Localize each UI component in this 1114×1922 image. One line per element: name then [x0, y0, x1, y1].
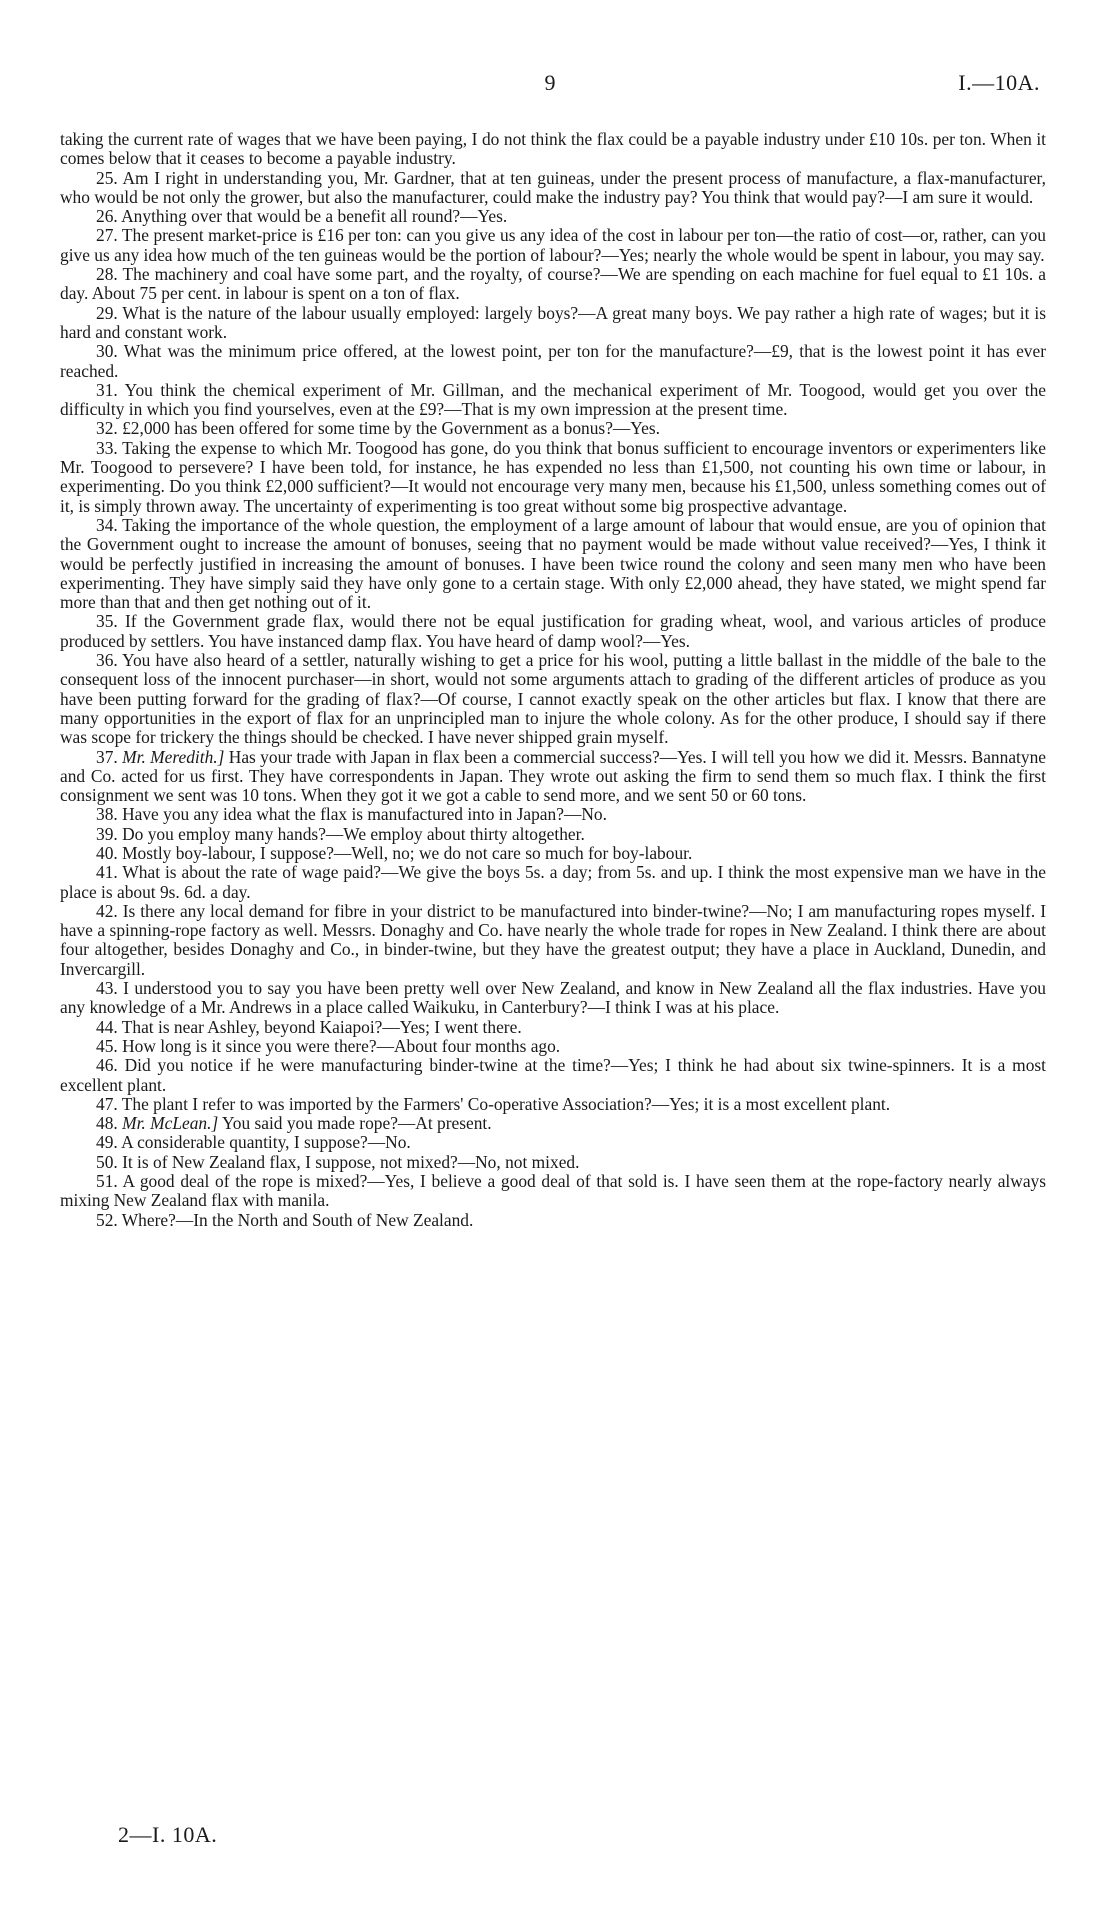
question-number: 48. [96, 1113, 118, 1134]
testimony-paragraph: 41. What is about the rate of wage paid?—We give the boys 5s. a day; from 5s. and up. I think the most expensive man we have in the place is about 9s. 6d. a day. [60, 862, 1046, 902]
testimony-paragraph: 51. A good deal of the rope is mixed?—Yes, I believe a good deal of that sold is. I have seen them at the rope-factory nearly always mixing New Zealand flax with manila. [60, 1171, 1046, 1211]
question-number: 37. [96, 746, 118, 767]
testimony-paragraph [60, 1114, 1046, 1133]
testimony-paragraph: 29. What is the nature of the labour usually employed: largely boys?—A great many boys. We pay rather a high rate of wages; but it is hard and constant work. [60, 302, 1046, 342]
testimony-paragraph: 31. You think the chemical experiment of Mr. Gillman, and the mechanical experiment of Mr. Toogood, would get you over the difficulty in which you find yourselves, even at the £9?—That is my own impression at the present time. [60, 379, 1046, 420]
document-reference: I.—10A. [958, 70, 1040, 95]
testimony-paragraph: 42. Is there any local demand for fibre in your district to be manufactured into binder-twine?—No; I am manufacturing ropes myself. I have a spinning-rope factory as well. Messrs. Donaghy and Co. have nearly the whole trade for ropes in New Zealand. I think there are about four altogether, besides Donaghy and Co., in binder-twine, but they have the greatest output; they have a place in Auckland, Dunedin, and Invercargill. [60, 900, 1046, 979]
page-header [60, 70, 1040, 100]
testimony-paragraph: 47. The plant I refer to was imported by the Farmers' Co-operative Association?—Yes; it is a most excellent plant. [96, 1093, 891, 1114]
testimony-paragraph: 33. Taking the expense to which Mr. Toogood has gone, do you think that bonus sufficient to encourage inventors or experimenters like Mr. Toogood to persevere? I have been told, for instance, he has expended no less than £1,500, not counting his own time or labour, in experimenting. Do you think £2,000 sufficient?—It would not encourage very many men, because his £1,500, unless something comes out of it, is simply thrown away. The uncertainty of experimenting is too great without some big prospective advantage. [60, 437, 1046, 516]
page-number: 9 [544, 70, 556, 95]
testimony-paragraph: 46. Did you notice if he were manufacturing binder-twine at the time?—Yes; I think he had about six twine-spinners. It is a most excellent plant. [60, 1055, 1046, 1095]
testimony-paragraph [60, 748, 1046, 806]
testimony-paragraph: 28. The machinery and coal have some part, and the royalty, of course?—We are spending on each machine for fuel equal to £1 10s. a day. About 75 per cent. in labour is spent on a ton of flax. [60, 264, 1046, 304]
speaker-name: Mr. Meredith.] [122, 746, 225, 767]
testimony-paragraph: 27. The present market-price is £16 per ton: can you give us any idea of the cost in labour per ton—the ratio of cost—or, rather, can you give us any idea how much of the ten guineas would be the portion of labour?—Yes; nearly the whole would be spent in labour, you may say. [60, 225, 1046, 265]
testimony-paragraph: 32. £2,000 has been offered for some time by the Government as a bonus?—Yes. [96, 418, 660, 439]
testimony-paragraph: 50. It is of New Zealand flax, I suppose, not mixed?—No, not mixed. [96, 1151, 580, 1172]
testimony-paragraph: taking the current rate of wages that we have been paying, I do not think the flax could be a payable industry under £10 10s. per ton. When it comes below that it ceases to become a payable industry. [60, 129, 1046, 169]
paragraph-text: Has your trade with Japan in flax been a commercial success?—Yes. I will tell you how we did it. Messrs. Bannatyne and Co. acted for us first. They have correspondents in Japan. They wrote out asking the firm to send them so much flax. I think the first consignment we sent was 10 tons. When they got it we got a cable to send more, and we sent 50 or 60 tons. [60, 746, 1046, 806]
testimony-paragraph: 30. What was the minimum price offered, at the lowest point, per ton for the manufacture?—£9, that is the lowest point it has ever reached. [60, 341, 1046, 381]
document-body [60, 130, 1046, 1230]
testimony-paragraph: 35. If the Government grade flax, would there not be equal justification for grading wheat, wool, and various articles of produce produced by settlers. You have instanced damp flax. You have heard of damp wool?—Yes. [60, 611, 1046, 651]
testimony-paragraph: 25. Am I right in understanding you, Mr. Gardner, that at ten guineas, under the present process of manufacture, a flax-manufacturer, who would be not only the grower, but also the manufacturer, could make the industry pay? You think that would pay?—I am sure it would. [60, 167, 1046, 207]
testimony-paragraph: 43. I understood you to say you have been pretty well over New Zealand, and know in New Zealand all the flax industries. Have you any knowledge of a Mr. Andrews in a place called Waikuku, in Canterbury?—I think I was at his place. [60, 978, 1046, 1018]
testimony-paragraph: 36. You have also heard of a settler, naturally wishing to get a price for his wool, putting a little ballast in the middle of the bale to the consequent loss of the innocent purchaser—in short, would not some arguments attach to grading of the different articles of produce as you have been putting forward for the grading of flax?—Of course, I cannot exactly speak on the other articles but flax. I know that there are many opportunities in the export of flax for an unprincipled man to injure the whole colony. As for the other produce, I should say if there was scope for trickery the things should be checked. I have never shipped grain myself. [60, 650, 1046, 748]
testimony-paragraph: 26. Anything over that would be a benefit all round?—Yes. [96, 206, 508, 227]
testimony-paragraph: 40. Mostly boy-labour, I suppose?—Well, no; we do not care so much for boy-labour. [96, 842, 693, 863]
testimony-paragraph: 39. Do you employ many hands?—We employ about thirty altogether. [96, 823, 585, 844]
testimony-paragraph: 34. Taking the importance of the whole question, the employment of a large amount of labour that would ensue, are you of opinion that the Government ought to increase the amount of bonuses, seeing that no payment would be made without value received?—Yes, I think it would be perfectly justified in increasing the amount of bonuses. I have been twice round the colony and seen many men who have been experimenting. They have simply said they have only gone to a certain stage. With only £2,000 ahead, they have stated, we might spend far more than that and then get nothing out of it. [60, 514, 1046, 613]
testimony-paragraph: 44. That is near Ashley, beyond Kaiapoi?—Yes; I went there. [96, 1016, 522, 1037]
sheet-signature: 2—I. 10A. [118, 1822, 218, 1847]
testimony-paragraph: 38. Have you any idea what the flax is manufactured into in Japan?—No. [96, 804, 607, 825]
testimony-paragraph: 49. A considerable quantity, I suppose?—No. [96, 1132, 411, 1153]
speaker-name: Mr. McLean.] [122, 1113, 219, 1134]
paragraph-text: You said you made rope?—At present. [221, 1113, 492, 1134]
testimony-paragraph: 52. Where?—In the North and South of New Zealand. [96, 1209, 474, 1230]
testimony-paragraph: 45. How long is it since you were there?—About four months ago. [96, 1035, 561, 1056]
